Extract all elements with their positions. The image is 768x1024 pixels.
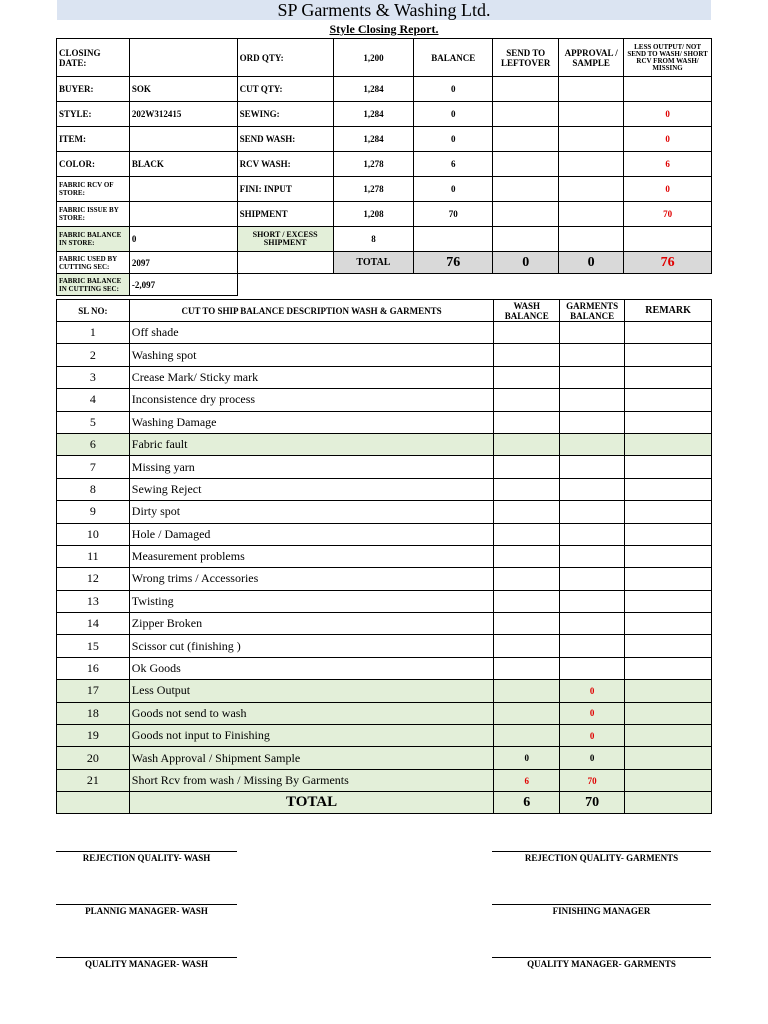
description-row: [57, 702, 712, 724]
description-sl: 4: [57, 389, 130, 411]
description-garments-balance: 0: [560, 725, 625, 747]
description-sl: 15: [57, 635, 130, 657]
qty-row-sample: [559, 77, 624, 102]
description-remark: [625, 702, 712, 724]
description-sl: 13: [57, 590, 130, 612]
description-text: Fabric fault: [129, 433, 494, 455]
signature-quality-wash: QUALITY MANAGER- WASH: [84, 959, 208, 969]
description-text: Scissor cut (finishing ): [129, 635, 494, 657]
qty-row-sample: [559, 177, 624, 202]
description-row: [57, 613, 712, 635]
description-garments-balance: [560, 456, 625, 478]
description-garments-balance: [560, 478, 625, 500]
description-wash-balance: [494, 680, 560, 702]
description-wash-balance: [494, 568, 560, 590]
description-wash-balance: [494, 657, 560, 679]
description-sl: 8: [57, 478, 130, 500]
fabric-balance-store-value: 0: [129, 227, 237, 252]
qty-row-balance: 0: [414, 127, 493, 152]
qty-row-value: 1,200: [333, 39, 414, 77]
qty-row-sample: [559, 152, 624, 177]
description-text: Zipper Broken: [129, 613, 494, 635]
description-text: Sewing Reject: [129, 478, 494, 500]
description-sl: 18: [57, 702, 130, 724]
qty-total-leftover: 0: [493, 252, 559, 274]
description-garments-balance: [560, 635, 625, 657]
description-row: [57, 389, 712, 411]
send-leftover-header: SEND TO LEFTOVER: [493, 39, 559, 77]
description-text: Wrong trims / Accessories: [129, 568, 494, 590]
description-garments-balance: [560, 433, 625, 455]
qty-row-balance: 70: [414, 202, 493, 227]
description-wash-balance: [494, 456, 560, 478]
color-value: BLACK: [129, 152, 237, 177]
description-row: [57, 568, 712, 590]
description-sl: 20: [57, 747, 130, 769]
description-garments-balance: [560, 523, 625, 545]
qty-row-leftover: [493, 177, 559, 202]
color-label: COLOR:: [57, 152, 130, 177]
description-row: [57, 725, 712, 747]
qty-total-label: TOTAL: [333, 252, 414, 274]
description-text: Twisting: [129, 590, 494, 612]
style-value: 202W312415: [129, 102, 237, 127]
description-sl: 14: [57, 613, 130, 635]
remark-header: REMARK: [625, 300, 712, 322]
description-text: Goods not input to Finishing: [129, 725, 494, 747]
description-remark: [625, 389, 712, 411]
description-garments-balance: [560, 568, 625, 590]
qty-row-less: 0: [624, 127, 712, 152]
description-remark: [625, 568, 712, 590]
description-text: Washing spot: [129, 344, 494, 366]
description-remark: [625, 725, 712, 747]
qty-total-sample: 0: [559, 252, 624, 274]
fabric-used-value: 2097: [129, 252, 237, 274]
balance-description-table: [56, 299, 712, 814]
description-remark: [625, 322, 712, 344]
description-wash-balance: [494, 590, 560, 612]
description-text: Dirty spot: [129, 501, 494, 523]
description-wash-balance: [494, 478, 560, 500]
description-garments-balance: [560, 322, 625, 344]
qty-row-value: 1,284: [333, 102, 414, 127]
description-garments-balance: [560, 411, 625, 433]
qty-row-sample: [559, 202, 624, 227]
signature-rejection-wash: REJECTION QUALITY- WASH: [82, 853, 211, 863]
style-label: STYLE:: [57, 102, 130, 127]
buyer-label: BUYER:: [57, 77, 130, 102]
description-remark: [625, 456, 712, 478]
qty-row-label: SEND WASH:: [237, 127, 333, 152]
qty-row-balance: 0: [414, 77, 493, 102]
fabric-issue-value: [129, 202, 237, 227]
description-wash-balance: [494, 613, 560, 635]
description-remark: [625, 590, 712, 612]
description-text: Missing yarn: [129, 456, 494, 478]
description-text: Crease Mark/ Sticky mark: [129, 366, 494, 388]
description-remark: [625, 657, 712, 679]
sl-header: SL NO:: [57, 300, 130, 322]
closing-date-value: [129, 39, 237, 77]
qty-row-label: ORD QTY:: [237, 39, 333, 77]
description-garments-balance: 0: [560, 747, 625, 769]
description-wash-balance: [494, 433, 560, 455]
description-row: [57, 635, 712, 657]
garments-balance-header: GARMENTS BALANCE: [560, 300, 625, 322]
item-value: [129, 127, 237, 152]
wash-balance-header: WASH BALANCE: [494, 300, 560, 322]
description-sl: 12: [57, 568, 130, 590]
description-text: Washing Damage: [129, 411, 494, 433]
qty-row-value: 1,208: [333, 202, 414, 227]
signature-planning-wash: PLANNIG MANAGER- WASH: [85, 906, 208, 916]
description-sl: 11: [57, 545, 130, 567]
balance-header: BALANCE: [414, 39, 493, 77]
description-wash-balance: [494, 501, 560, 523]
report-title: Style Closing Report.: [329, 22, 439, 36]
description-wash-balance: [494, 411, 560, 433]
fabric-balance-cut-label: FABRIC BALANCE IN CUTTING SEC:: [57, 274, 130, 296]
description-wash-balance: [494, 545, 560, 567]
qty-row-label: RCV WASH:: [237, 152, 333, 177]
description-text: Off shade: [129, 322, 494, 344]
description-row: [57, 433, 712, 455]
description-remark: [625, 613, 712, 635]
qty-row-label: SEWING:: [237, 102, 333, 127]
description-remark: [625, 523, 712, 545]
description-sl: 9: [57, 501, 130, 523]
qty-row-sample: [559, 127, 624, 152]
description-text: Inconsistence dry process: [129, 389, 494, 411]
description-garments-balance: [560, 545, 625, 567]
description-garments-balance: [560, 501, 625, 523]
description-wash-balance: 6: [494, 769, 560, 791]
short-excess-label: SHORT / EXCESS SHIPMENT: [237, 227, 333, 252]
description-garments-balance: [560, 657, 625, 679]
description-text: Goods not send to wash: [129, 702, 494, 724]
description-row: [57, 478, 712, 500]
description-text: Wash Approval / Shipment Sample: [129, 747, 494, 769]
description-wash-balance: [494, 322, 560, 344]
description-garments-balance: 0: [560, 702, 625, 724]
closing-date-label: CLOSING DATE:: [57, 39, 130, 77]
fabric-rcv-label: FABRIC RCV OF STORE:: [57, 177, 130, 202]
description-garments-balance: [560, 613, 625, 635]
qty-row-value: 1,284: [333, 127, 414, 152]
description-garments-balance: [560, 389, 625, 411]
description-remark: [625, 344, 712, 366]
qty-row-value: 1,284: [333, 77, 414, 102]
description-sl: 1: [57, 322, 130, 344]
description-sl: 10: [57, 523, 130, 545]
qty-row-less: 0: [624, 102, 712, 127]
qty-total-less: 76: [624, 252, 712, 274]
description-row: [57, 545, 712, 567]
desc-total-wash: 6: [494, 792, 560, 814]
description-garments-balance: [560, 590, 625, 612]
description-row: [57, 523, 712, 545]
qty-row-value: 1,278: [333, 152, 414, 177]
signature-finishing-manager: FINISHING MANAGER: [552, 906, 651, 916]
description-sl: 7: [57, 456, 130, 478]
qty-row-less: 70: [624, 202, 712, 227]
description-remark: [625, 366, 712, 388]
description-row: [57, 366, 712, 388]
fabric-balance-store-label: FABRIC BALANCE IN STORE:: [57, 227, 130, 252]
description-sl: 19: [57, 725, 130, 747]
qty-row-leftover: [493, 127, 559, 152]
description-wash-balance: [494, 344, 560, 366]
qty-row-less: 6: [624, 152, 712, 177]
qty-row-value: 1,278: [333, 177, 414, 202]
description-row: [57, 411, 712, 433]
description-sl: 5: [57, 411, 130, 433]
description-row: [57, 456, 712, 478]
qty-row-less: [624, 77, 712, 102]
desc-total-garments: 70: [560, 792, 625, 814]
description-remark: [625, 680, 712, 702]
qty-row-balance: 0: [414, 102, 493, 127]
less-output-header: LESS OUTPUT/ NOT SEND TO WASH/ SHORT RCV FROM WASH/ MISSING: [624, 39, 712, 77]
description-sl: 17: [57, 680, 130, 702]
description-garments-balance: [560, 344, 625, 366]
description-text: Measurement problems: [129, 545, 494, 567]
description-garments-balance: 0: [560, 680, 625, 702]
description-wash-balance: [494, 702, 560, 724]
description-sl: 21: [57, 769, 130, 791]
description-remark: [625, 635, 712, 657]
approval-sample-header: APPROVAL / SAMPLE: [559, 39, 624, 77]
qty-row-less: 0: [624, 177, 712, 202]
description-text: Ok Goods: [129, 657, 494, 679]
description-remark: [625, 501, 712, 523]
description-row: [57, 501, 712, 523]
description-row: [57, 769, 712, 791]
description-wash-balance: 0: [494, 747, 560, 769]
description-row: [57, 344, 712, 366]
short-excess-value: 8: [333, 227, 414, 252]
qty-row-label: SHIPMENT: [237, 202, 333, 227]
description-text: Hole / Damaged: [129, 523, 494, 545]
description-row: [57, 322, 712, 344]
item-label: ITEM:: [57, 127, 130, 152]
qty-row-balance: 0: [414, 177, 493, 202]
fabric-issue-label: FABRIC ISSUE BY STORE:: [57, 202, 130, 227]
description-garments-balance: [560, 366, 625, 388]
description-remark: [625, 478, 712, 500]
fabric-rcv-value: [129, 177, 237, 202]
qty-row-sample: [559, 102, 624, 127]
description-garments-balance: 70: [560, 769, 625, 791]
style-summary-table: [56, 38, 712, 296]
description-wash-balance: [494, 635, 560, 657]
qty-row-balance: 6: [414, 152, 493, 177]
desc-header: CUT TO SHIP BALANCE DESCRIPTION WASH & GARMENTS: [129, 300, 494, 322]
description-remark: [625, 433, 712, 455]
description-remark: [625, 545, 712, 567]
description-row: [57, 657, 712, 679]
qty-total-balance: 76: [414, 252, 493, 274]
qty-row-leftover: [493, 202, 559, 227]
description-sl: 16: [57, 657, 130, 679]
description-remark: [625, 769, 712, 791]
qty-row-leftover: [493, 102, 559, 127]
description-text: Short Rcv from wash / Missing By Garments: [129, 769, 494, 791]
description-row: [57, 590, 712, 612]
fabric-used-label: FABRIC USED BY CUTTING SEC:: [57, 252, 130, 274]
qty-row-leftover: [493, 152, 559, 177]
description-sl: 3: [57, 366, 130, 388]
buyer-value: SOK: [129, 77, 237, 102]
description-wash-balance: [494, 389, 560, 411]
qty-row-leftover: [493, 77, 559, 102]
desc-total-label: TOTAL: [129, 792, 494, 814]
signature-quality-garments: QUALITY MANAGER- GARMENTS: [527, 959, 676, 969]
description-sl: 2: [57, 344, 130, 366]
fabric-balance-cut-value: -2,097: [129, 274, 237, 296]
qty-row-label: CUT QTY:: [237, 77, 333, 102]
description-wash-balance: [494, 725, 560, 747]
signature-rejection-garments: REJECTION QUALITY- GARMENTS: [524, 853, 679, 863]
description-text: Less Output: [129, 680, 494, 702]
description-remark: [625, 747, 712, 769]
description-wash-balance: [494, 366, 560, 388]
description-sl: 6: [57, 433, 130, 455]
company-title: SP Garments & Washing Ltd.: [57, 0, 711, 20]
description-row: [57, 680, 712, 702]
description-remark: [625, 411, 712, 433]
qty-row-label: FINI: INPUT: [237, 177, 333, 202]
description-row: [57, 747, 712, 769]
description-wash-balance: [494, 523, 560, 545]
